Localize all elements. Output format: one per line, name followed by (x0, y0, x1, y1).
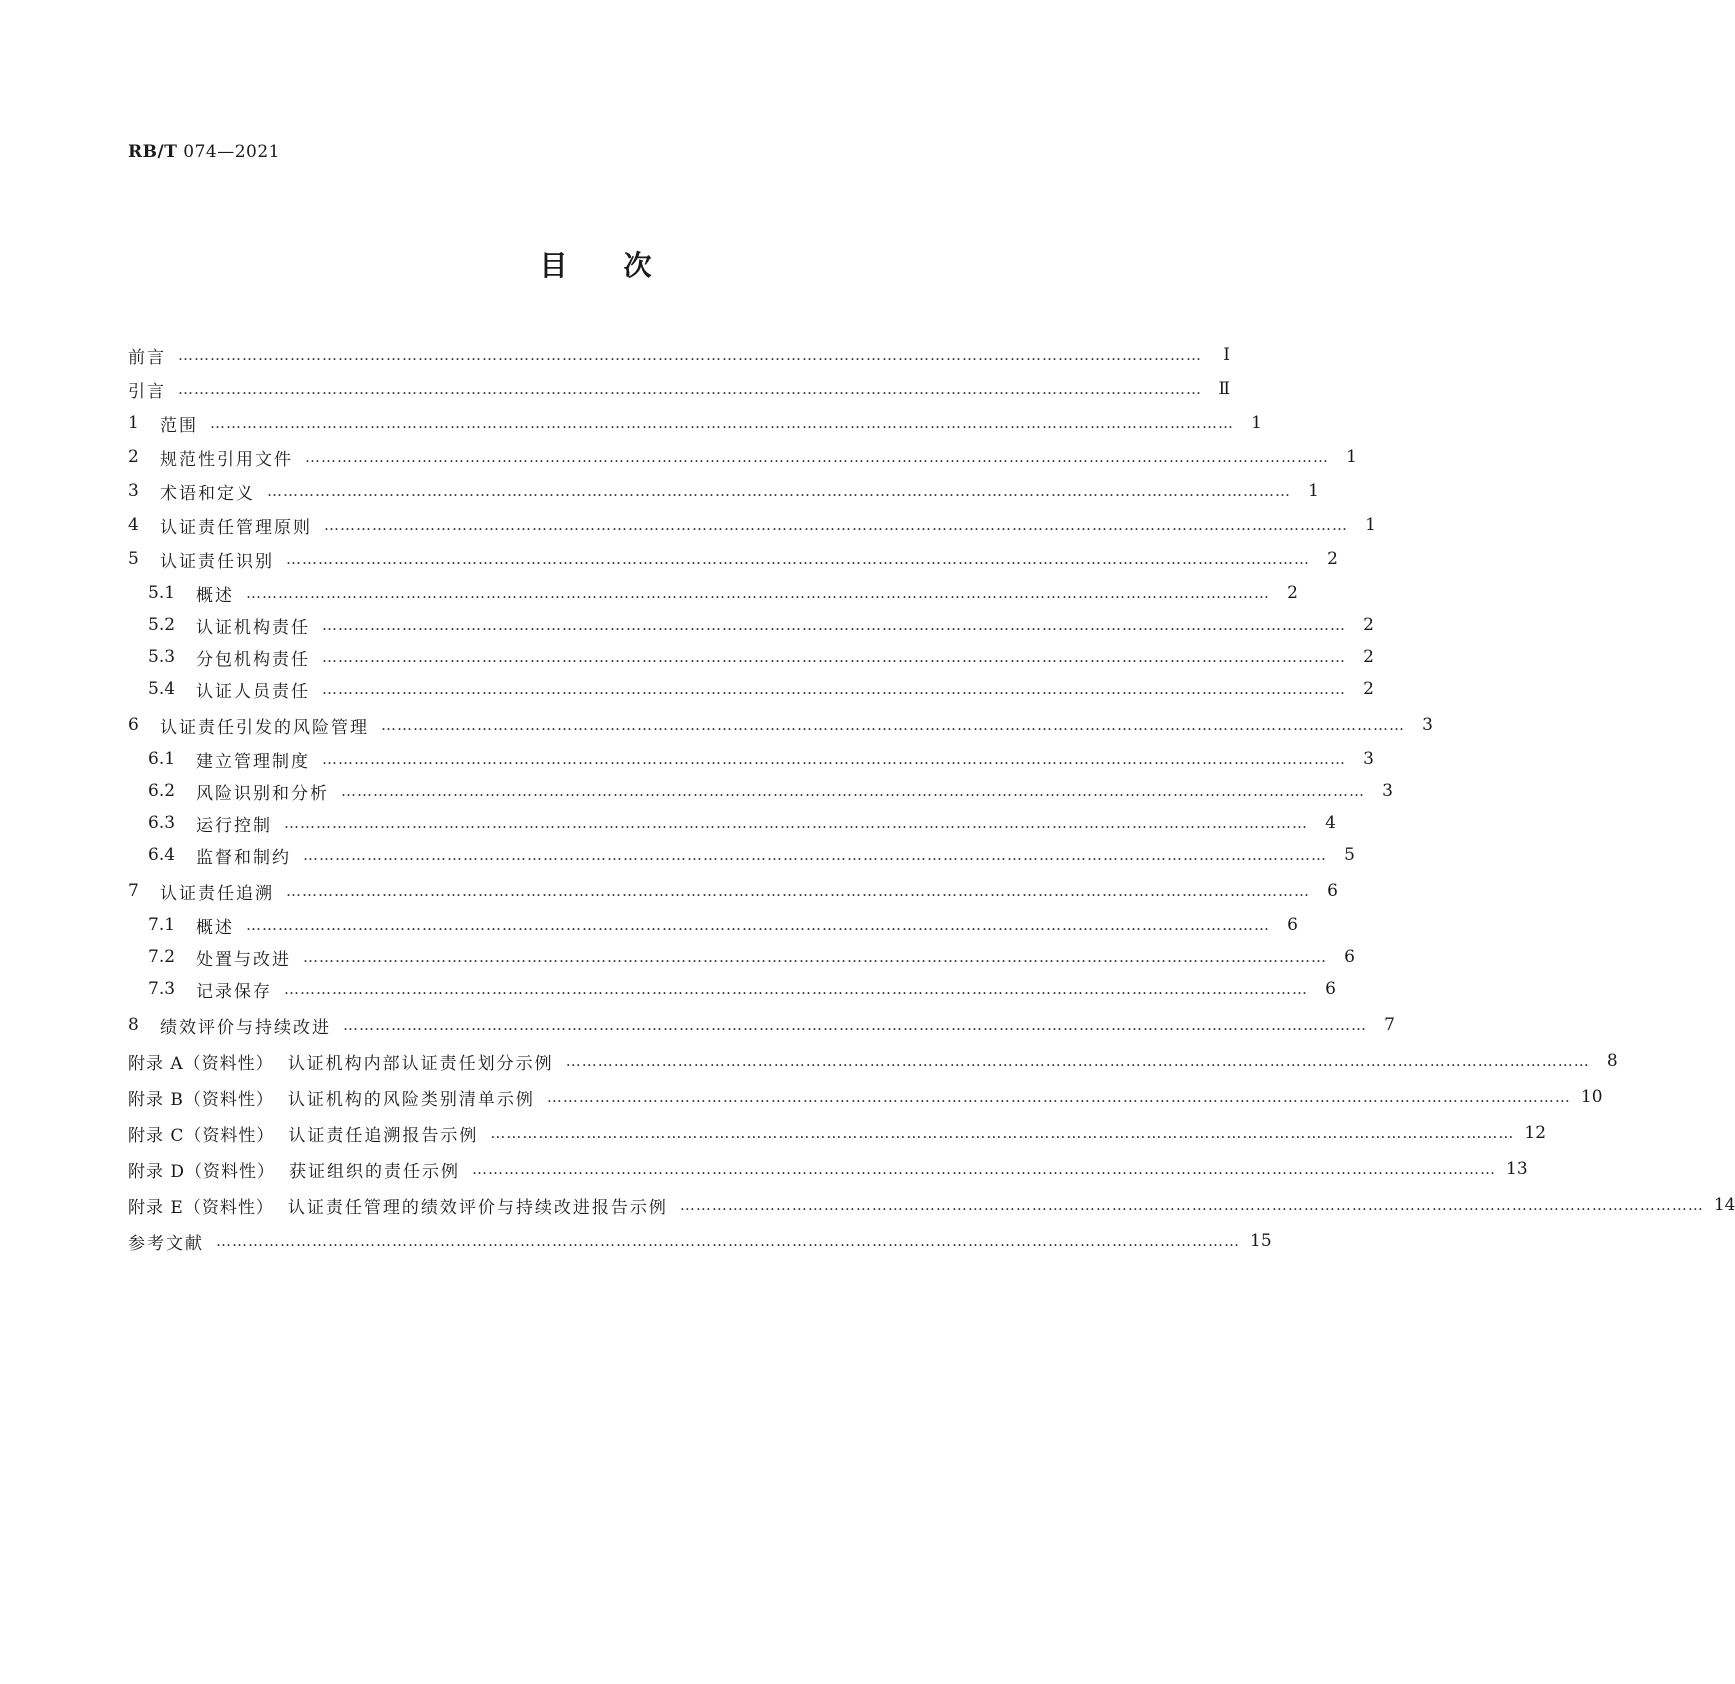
document-code (128, 142, 280, 162)
toc-page-number: 2 (1327, 549, 1338, 569)
toc-leader: ………………………………………………………………………………………………………………………………………………………………………… (284, 814, 1308, 832)
toc-leader: ………………………………………………………………………………………………………………………………………………………………………… (322, 680, 1346, 698)
toc-page-number: 5 (1344, 845, 1355, 865)
toc-entry-4[interactable] (128, 510, 1376, 540)
toc-entry-title: 绩效评价与持续改进 (160, 1017, 331, 1038)
toc-entry-6[interactable] (128, 710, 1433, 740)
toc-entry-title: 认证责任引发的风险管理 (160, 717, 369, 738)
toc-entry-number: 5.2 (148, 615, 176, 635)
toc-annex-label: 附录 A（资料性） (128, 1053, 274, 1074)
toc-annex-title: 认证责任管理的绩效评价与持续改进报告示例 (287, 1197, 668, 1218)
toc-entry-title: 认证责任管理原则 (160, 517, 312, 538)
toc-entry-title: 监督和制约 (196, 847, 291, 868)
toc-entry-title: 概述 (196, 585, 234, 606)
toc-entry-number: 5.3 (148, 647, 176, 667)
toc-page-number: 10 (1580, 1087, 1603, 1107)
toc-entry-5-2[interactable] (148, 610, 1374, 640)
toc-leader: ………………………………………………………………………………………………………………………………………………………………………… (322, 616, 1346, 634)
toc-entry-1[interactable] (128, 408, 1262, 438)
toc-entry-number: 6.2 (148, 781, 176, 801)
page-title: 目次 (539, 249, 708, 282)
toc-entry-number: 6.3 (148, 813, 176, 833)
toc-entry-bibliography[interactable] (128, 1226, 1272, 1256)
toc-entry-title: 认证机构责任 (196, 617, 310, 638)
toc-entry-title: 范围 (160, 415, 198, 436)
toc-entry-annex-d[interactable] (128, 1154, 1528, 1184)
toc-entry-number: 4 (128, 515, 139, 535)
document-code-prefix: RB/T (128, 142, 178, 162)
toc-entry-number: 7.2 (148, 947, 176, 967)
toc-page-number: 6 (1325, 979, 1336, 999)
toc-page-number: 2 (1363, 615, 1374, 635)
toc-page-number: 7 (1384, 1015, 1395, 1035)
toc-entry-title: 运行控制 (196, 815, 272, 836)
toc-leader: ………………………………………………………………………………………………………………………………………………………………………… (303, 846, 1327, 864)
toc-entry-title: 处置与改进 (196, 949, 291, 970)
toc-annex-label: 附录 B（资料性） (128, 1089, 274, 1110)
toc-leader: ………………………………………………………………………………………………………………………………………………………………………… (490, 1124, 1515, 1142)
toc-entry-annex-a[interactable] (128, 1046, 1618, 1076)
toc-entry-number: 7 (128, 881, 139, 901)
toc-entry-title: 风险识别和分析 (196, 783, 329, 804)
toc-entry-7-2[interactable] (148, 942, 1355, 972)
toc-entry-7-1[interactable] (148, 910, 1298, 940)
toc-leader: ………………………………………………………………………………………………………………………………………………………………………… (679, 1196, 1704, 1214)
toc-leader: ………………………………………………………………………………………………………………………………………………………………………… (267, 482, 1291, 500)
toc-page-number: Ⅱ (1218, 379, 1230, 399)
toc-leader: ………………………………………………………………………………………………………………………………………………………………………… (286, 550, 1310, 568)
toc-leader: ………………………………………………………………………………………………………………………………………………………………………… (322, 648, 1346, 666)
document-code-number: 074—2021 (183, 142, 280, 162)
toc-entry-title: 术语和定义 (160, 483, 255, 504)
toc-entry-title: 建立管理制度 (196, 751, 310, 772)
toc-entry-number: 8 (128, 1015, 139, 1035)
toc-entry-number: 5.4 (148, 679, 176, 699)
toc-entry-6-3[interactable] (148, 808, 1336, 838)
toc-page-number: 12 (1524, 1123, 1547, 1143)
toc-page-number: 3 (1382, 781, 1393, 801)
toc-page-number: 14 (1713, 1195, 1735, 1215)
toc-entry-title: 参考文献 (128, 1233, 204, 1254)
toc-entry-title (128, 1157, 460, 1182)
toc-page-number: 6 (1327, 881, 1338, 901)
toc-leader: ………………………………………………………………………………………………………………………………………………………………………… (216, 1232, 1240, 1250)
toc-annex-title: 获证组织的责任示例 (289, 1161, 461, 1182)
toc-page-number: 4 (1325, 813, 1336, 833)
toc-entry-7-3[interactable] (148, 974, 1336, 1004)
toc-entry-title: 记录保存 (196, 981, 272, 1002)
toc-leader: ………………………………………………………………………………………………………………………………………………………………………… (324, 516, 1348, 534)
toc-page-number: 15 (1250, 1231, 1272, 1251)
toc-entry-number: 7.3 (148, 979, 176, 999)
toc-page-number: 3 (1363, 749, 1374, 769)
toc-leader: ………………………………………………………………………………………………………………………………………………………………………… (546, 1088, 1571, 1106)
toc-entry-introduction[interactable] (128, 374, 1230, 404)
toc-entry-5-3[interactable] (148, 642, 1374, 672)
toc-annex-label: 附录 C（资料性） (128, 1125, 275, 1146)
toc-page-number: 1 (1365, 515, 1376, 535)
toc-leader: ………………………………………………………………………………………………………………………………………………………………………… (178, 346, 1202, 364)
toc-entry-annex-c[interactable] (128, 1118, 1547, 1148)
toc-leader: ………………………………………………………………………………………………………………………………………………………………………… (286, 882, 1310, 900)
toc-annex-label: 附录 E（资料性） (128, 1197, 274, 1218)
toc-leader: ………………………………………………………………………………………………………………………………………………………………………… (178, 380, 1202, 398)
toc-entry-title (128, 1049, 554, 1074)
toc-entry-title: 分包机构责任 (196, 649, 310, 670)
toc-leader: ………………………………………………………………………………………………………………………………………………………………………… (210, 414, 1234, 432)
toc-entry-2[interactable] (128, 442, 1357, 472)
toc-page-number: 1 (1308, 481, 1319, 501)
toc-page-number: 1 (1251, 413, 1262, 433)
toc-leader: ………………………………………………………………………………………………………………………………………………………………………… (246, 584, 1270, 602)
toc-annex-title: 认证机构的风险类别清单示例 (287, 1089, 535, 1110)
toc-entry-number: 6.4 (148, 845, 176, 865)
toc-entry-6-1[interactable] (148, 744, 1374, 774)
toc-leader: ………………………………………………………………………………………………………………………………………………………………………… (322, 750, 1346, 768)
toc-leader: ………………………………………………………………………………………………………………………………………………………………………… (381, 716, 1405, 734)
toc-entry-number: 1 (128, 413, 139, 433)
toc-entry-5-4[interactable] (148, 674, 1374, 704)
toc-entry-title: 概述 (196, 917, 234, 938)
toc-leader: ………………………………………………………………………………………………………………………………………………………………………… (565, 1052, 1590, 1070)
toc-leader: ………………………………………………………………………………………………………………………………………………………………………… (284, 980, 1308, 998)
toc-entry-6-4[interactable] (148, 840, 1355, 870)
toc-entry-title: 前言 (128, 347, 166, 368)
toc-page-number: 8 (1606, 1051, 1618, 1071)
toc-entry-5-1[interactable] (148, 578, 1298, 608)
toc-page-number: 6 (1287, 915, 1298, 935)
toc-annex-title: 认证责任追溯报告示例 (288, 1125, 479, 1146)
toc-entry-annex-b[interactable] (128, 1082, 1603, 1112)
toc-page-number: 2 (1363, 647, 1374, 667)
toc-leader: ………………………………………………………………………………………………………………………………………………………………………… (341, 782, 1365, 800)
toc-entry-number: 6.1 (148, 749, 176, 769)
toc-leader: ………………………………………………………………………………………………………………………………………………………………………… (343, 1016, 1367, 1034)
toc-entry-5[interactable] (128, 544, 1338, 574)
toc-entry-foreword[interactable] (128, 340, 1230, 370)
toc-entry-title: 认证责任识别 (160, 551, 274, 572)
toc-entry-number: 5.1 (148, 583, 176, 603)
toc-entry-number: 7.1 (148, 915, 176, 935)
toc-page-number: 2 (1363, 679, 1374, 699)
toc-entry-annex-e[interactable] (128, 1190, 1735, 1220)
toc-entry-number: 5 (128, 549, 139, 569)
toc-page-number: 1 (1346, 447, 1357, 467)
toc-annex-title: 认证机构内部认证责任划分示例 (287, 1053, 554, 1074)
toc-page-number: 13 (1506, 1159, 1528, 1179)
toc-annex-label: 附录 D（资料性） (128, 1161, 276, 1182)
toc-entry-3[interactable] (128, 476, 1319, 506)
toc-entry-title: 认证责任追溯 (160, 883, 274, 904)
toc-leader: ………………………………………………………………………………………………………………………………………………………………………… (305, 448, 1329, 466)
toc-entry-number: 3 (128, 481, 139, 501)
toc-page-number: 3 (1422, 715, 1433, 735)
toc-leader: ………………………………………………………………………………………………………………………………………………………………………… (246, 916, 1270, 934)
toc-entry-title (128, 1085, 535, 1110)
toc-entry-number: 2 (128, 447, 139, 467)
toc-page-number: 6 (1344, 947, 1355, 967)
toc-entry-8[interactable] (128, 1010, 1395, 1040)
toc-page-number: 2 (1287, 583, 1298, 603)
toc-entry-title: 规范性引用文件 (160, 449, 293, 470)
toc-entry-title (128, 1121, 478, 1146)
toc-entry-7[interactable] (128, 876, 1338, 906)
toc-entry-title: 引言 (128, 381, 166, 402)
toc-entry-6-2[interactable] (148, 776, 1393, 806)
toc-entry-title: 认证人员责任 (196, 681, 310, 702)
toc-entry-number: 6 (128, 715, 139, 735)
toc-leader: ………………………………………………………………………………………………………………………………………………………………………… (303, 948, 1327, 966)
toc-leader: ………………………………………………………………………………………………………………………………………………………………………… (472, 1160, 1497, 1178)
toc-entry-title (128, 1193, 668, 1218)
toc-page-number: Ⅰ (1223, 345, 1230, 365)
